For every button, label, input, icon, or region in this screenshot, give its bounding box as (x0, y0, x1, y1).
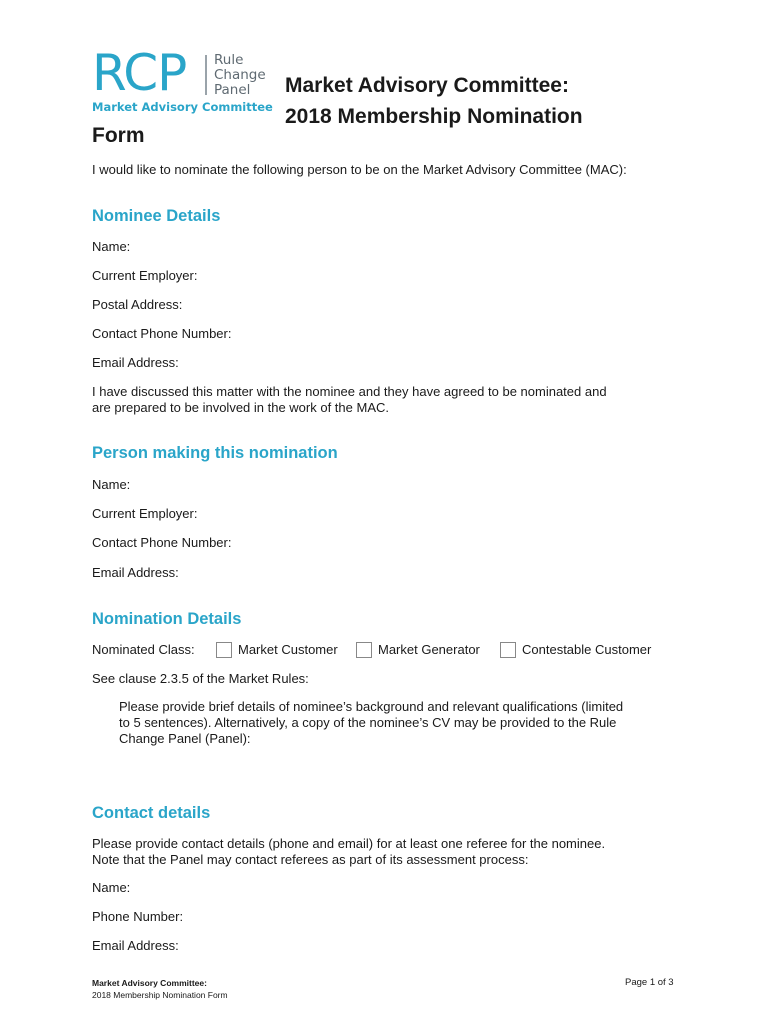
nominee-background-instructions (119, 699, 623, 747)
logo-abbreviation: RCP (92, 44, 187, 102)
intro-text: I would like to nominate the following person to be on the Market Advisory Committee (MAC): (92, 162, 627, 177)
logo-sub-line: Change (214, 67, 266, 83)
option-contestable-customer[interactable] (500, 641, 651, 659)
logo-subtitle (214, 53, 266, 98)
checkbox[interactable] (216, 642, 232, 658)
instruction-line: Note that the Panel may contact referees as part of its assessment process: (92, 852, 529, 867)
logo-sub-line: Panel (214, 82, 251, 98)
checkbox[interactable] (500, 642, 516, 658)
nominator-heading: Person making this nomination (92, 444, 338, 462)
referee-phone-label: Phone Number: (92, 909, 184, 924)
footer-subtitle: 2018 Membership Nomination Form (92, 990, 228, 1000)
nominee-phone-label: Contact Phone Number: (92, 326, 232, 341)
nominee-name-label: Name: (92, 239, 131, 254)
nominee-employer-label: Current Employer: (92, 268, 198, 283)
nominator-name-label: Name: (92, 477, 131, 492)
option-label: Market Customer (238, 642, 338, 657)
title-line: 2018 Membership Nomination (285, 105, 583, 128)
logo-divider (205, 55, 207, 95)
logo-sub-line: Rule (214, 52, 244, 68)
clause-reference: See clause 2.3.5 of the Market Rules: (92, 671, 309, 686)
contact-heading: Contact details (92, 804, 211, 822)
nominator-phone-label: Contact Phone Number: (92, 535, 232, 550)
checkbox[interactable] (356, 642, 372, 658)
contact-instructions (92, 836, 605, 868)
page-title (285, 70, 583, 132)
nominator-employer-label: Current Employer: (92, 506, 198, 521)
referee-name-label: Name: (92, 880, 131, 895)
option-market-customer[interactable] (216, 641, 338, 659)
instruction-line: to 5 sentences). Alternatively, a copy of the nominee’s CV may be provided to the Rule (119, 715, 617, 730)
nomination-heading: Nomination Details (92, 610, 242, 628)
title-line-form: Form (92, 124, 145, 147)
declaration-line: are prepared to be involved in the work of the MAC. (92, 400, 389, 415)
nominee-email-label: Email Address: (92, 355, 179, 370)
title-line: Market Advisory Committee: (285, 74, 569, 97)
nominated-class-label: Nominated Class: (92, 642, 195, 657)
instruction-line: Change Panel (Panel): (119, 731, 251, 746)
footer-title: Market Advisory Committee: (92, 978, 207, 988)
page-number: Page 1 of 3 (625, 977, 674, 988)
instruction-line: Please provide contact details (phone and email) for at least one referee for the nominee. (92, 836, 606, 851)
nominee-declaration (92, 384, 607, 416)
instruction-line: Please provide brief details of nominee’s background and relevant qualifications (limited (119, 699, 624, 714)
referee-email-label: Email Address: (92, 938, 179, 953)
option-label: Contestable Customer (522, 642, 652, 657)
declaration-line: I have discussed this matter with the nominee and they have agreed to be nominated and (92, 384, 607, 399)
nominee-heading: Nominee Details (92, 207, 221, 225)
nominee-postal-label: Postal Address: (92, 297, 183, 312)
logo-org-name: Market Advisory Committee (92, 100, 273, 114)
nominator-email-label: Email Address: (92, 565, 179, 580)
option-label: Market Generator (378, 642, 480, 657)
option-market-generator[interactable] (356, 641, 480, 659)
